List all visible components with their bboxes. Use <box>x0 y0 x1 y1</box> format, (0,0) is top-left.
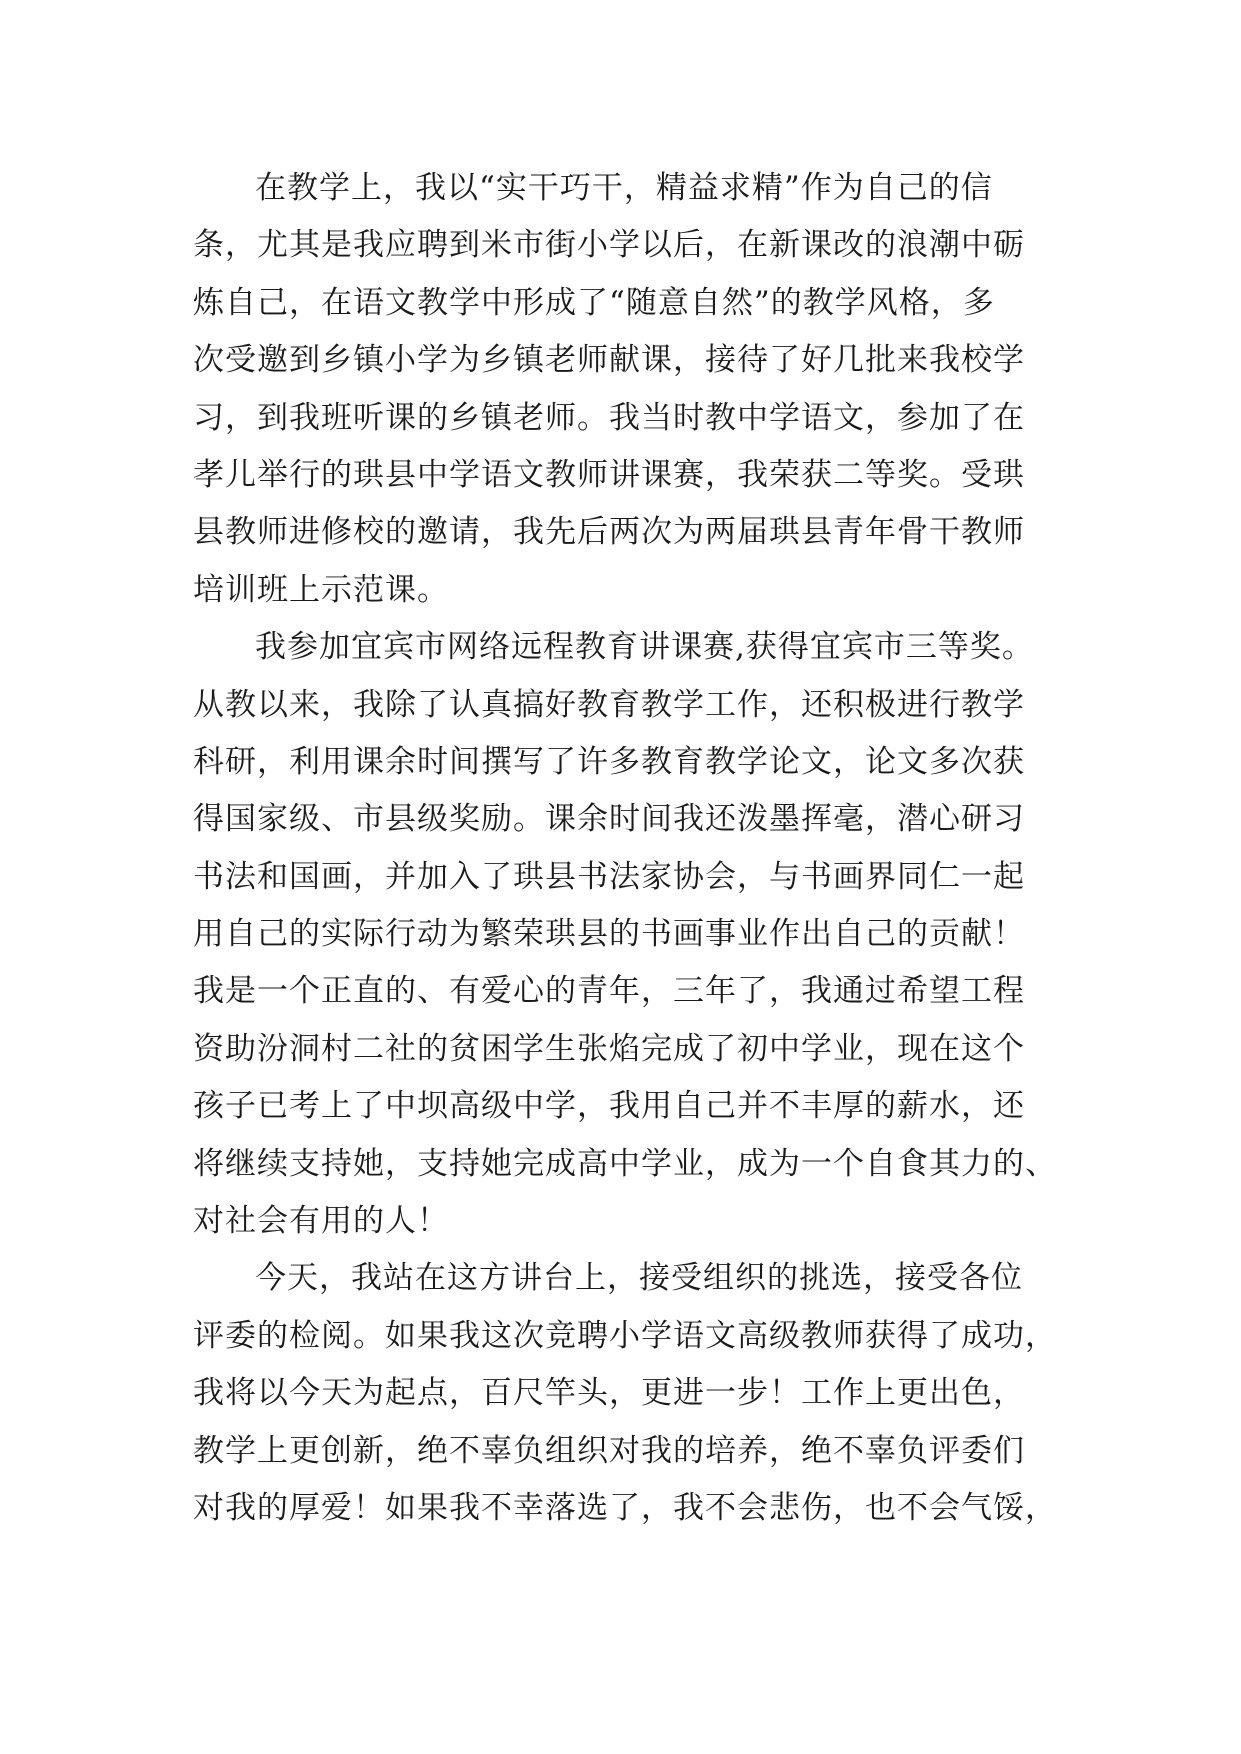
text-line: 在教学上，我以“实干巧干，精益求精”作为自己的信 <box>255 170 993 206</box>
text-line: 培训班上示范课。 <box>193 571 449 608</box>
paragraph-1 <box>193 160 1053 619</box>
text-line: 条，尤其是我应聘到米市街小学以后，在新课改的浪潮中砺 <box>193 227 1025 264</box>
text-line: 评委的检阅。如果我这次竞聘小学语文高级教师获得了成功， <box>193 1317 1057 1354</box>
text-line: 我将以今天为起点，百尺竿头，更进一步！工作上更出色， <box>193 1375 1025 1412</box>
text-line: 科研，利用课余时间撰写了许多教育教学论文，论文多次获 <box>193 743 1025 780</box>
document-body <box>193 160 1057 1537</box>
text-line: 对我的厚爱！如果我不幸落选了，我不会悲伤，也不会气馁， <box>193 1489 1057 1526</box>
text-line: 对社会有用的人！ <box>193 1203 449 1240</box>
text-line: 今天，我站在这方讲台上，接受组织的挑选，接受各位 <box>255 1260 1023 1297</box>
text-line: 我是一个正直的、有爱心的青年，三年了，我通过希望工程 <box>193 973 1025 1010</box>
text-line: 资助汾洞村二社的贫困学生张焰完成了初中学业，现在这个 <box>193 1030 1025 1067</box>
paragraph-3 <box>193 1250 1057 1537</box>
text-line: 炼自己，在语文教学中形成了“随意自然”的教学风格，多 <box>193 284 995 321</box>
text-line: 孝儿举行的珙县中学语文教师讲课赛，我荣获二等奖。受珙 <box>193 456 1025 493</box>
paragraph-2 <box>193 619 1057 1250</box>
text-line: 孩子已考上了中坝高级中学，我用自己并不丰厚的薪水，还 <box>193 1088 1025 1125</box>
text-line: 从教以来，我除了认真搞好教育教学工作，还积极进行教学 <box>193 686 1025 723</box>
text-line: 次受邀到乡镇小学为乡镇老师献课，接待了好几批来我校学 <box>193 342 1025 379</box>
text-line: 我参加宜宾市网络远程教育讲课赛,获得宜宾市三等奖。 <box>255 629 1034 666</box>
text-line: 县教师进修校的邀请，我先后两次为两届珙县青年骨干教师 <box>193 514 1025 551</box>
text-line: 书法和国画，并加入了珙县书法家协会，与书画界同仁一起 <box>193 858 1025 895</box>
text-line: 用自己的实际行动为繁荣珙县的书画事业作出自己的贡献！ <box>193 916 1025 953</box>
text-line: 得国家级、市县级奖励。课余时间我还泼墨挥毫，潜心研习 <box>193 801 1025 838</box>
text-line: 将继续支持她，支持她完成高中学业，成为一个自食其力的、 <box>193 1145 1057 1182</box>
text-line: 习，到我班听课的乡镇老师。我当时教中学语文，参加了在 <box>193 399 1025 436</box>
text-line: 教学上更创新，绝不辜负组织对我的培养，绝不辜负评委们 <box>193 1432 1025 1469</box>
